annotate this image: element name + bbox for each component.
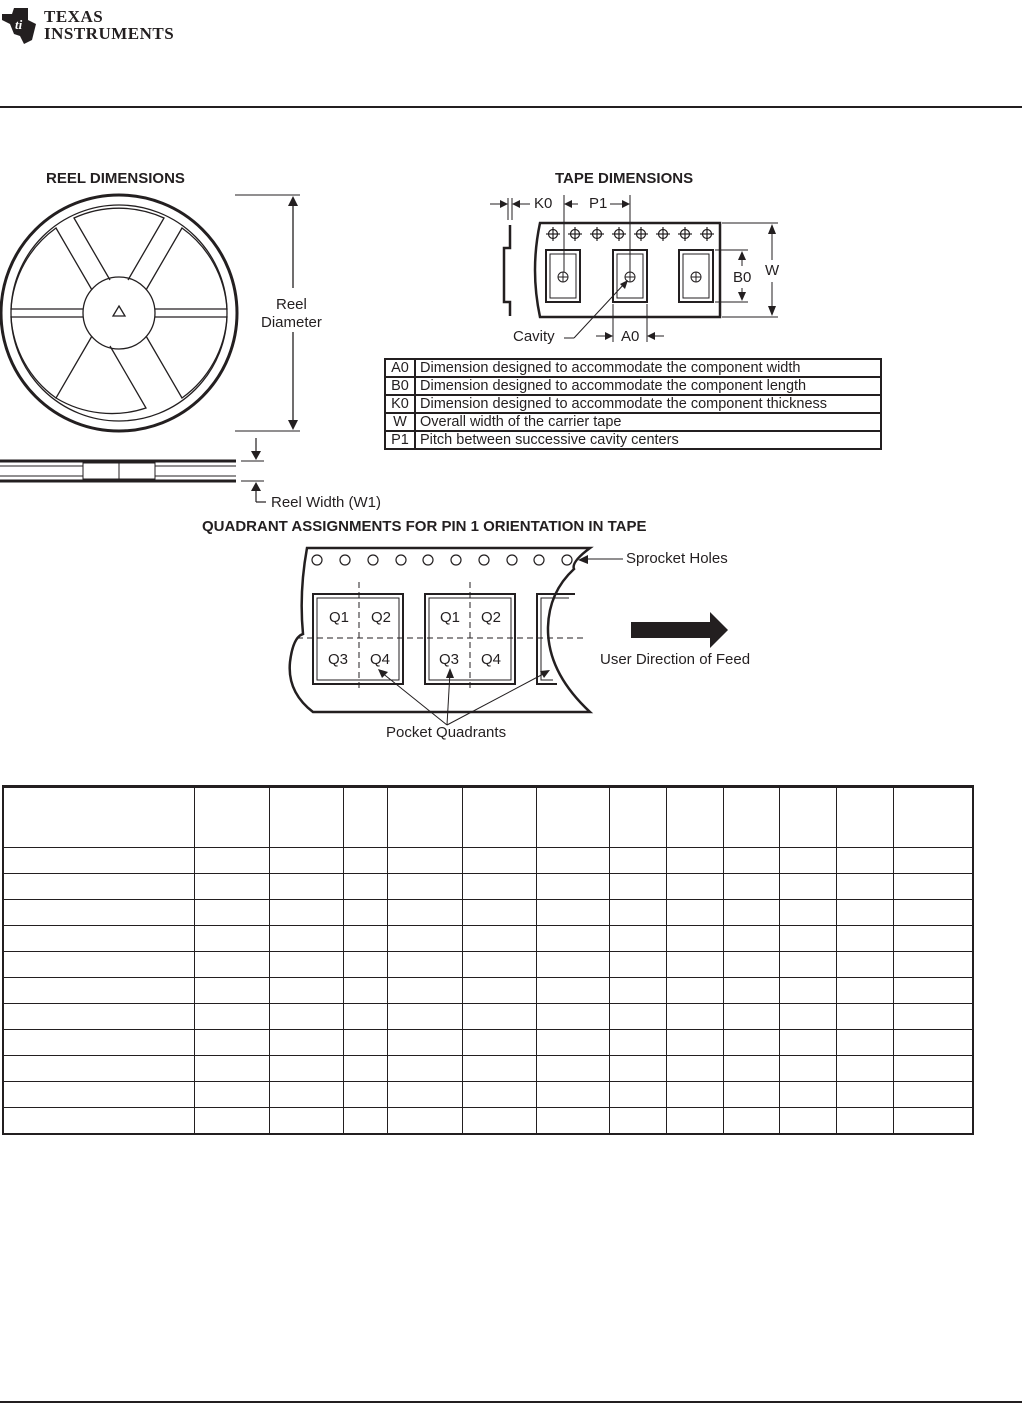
- table-cell: [666, 1108, 723, 1135]
- table-cell: [3, 926, 194, 952]
- table-cell: [269, 952, 343, 978]
- legend-row: [385, 377, 881, 395]
- quadrant-q1-label: Q1: [329, 609, 350, 626]
- table-cell: [343, 926, 387, 952]
- table-cell: [723, 1056, 779, 1082]
- table-cell: [536, 952, 609, 978]
- table-cell: [387, 926, 462, 952]
- table-cell: [269, 1004, 343, 1030]
- table-cell: [3, 1108, 194, 1135]
- table-row: [3, 900, 973, 926]
- table-header-cell: [836, 787, 893, 848]
- table-cell: [779, 1056, 836, 1082]
- quadrant-q3-label: Q3: [328, 651, 349, 668]
- logo-texas: TEXAS: [44, 7, 104, 26]
- table-cell: [779, 1108, 836, 1135]
- quadrant-q4-label: Q4: [481, 651, 502, 668]
- ti-logo: [0, 4, 180, 48]
- table-row: [3, 874, 973, 900]
- table-cell: [779, 1004, 836, 1030]
- table-cell: [609, 926, 666, 952]
- table-cell: [3, 1030, 194, 1056]
- table-cell: [536, 1004, 609, 1030]
- table-cell: [269, 848, 343, 874]
- table-cell: [462, 1108, 536, 1135]
- quadrant-q2-label: Q2: [481, 609, 502, 626]
- table-row: [3, 1108, 973, 1135]
- table-cell: [666, 1030, 723, 1056]
- table-cell: [666, 900, 723, 926]
- table-cell: [343, 978, 387, 1004]
- table-cell: [343, 1082, 387, 1108]
- tape-dimensions-heading: TAPE DIMENSIONS: [555, 170, 694, 187]
- table-header-cell: [462, 787, 536, 848]
- legend-row: [385, 431, 881, 449]
- table-header-cell: [343, 787, 387, 848]
- table-cell: [194, 874, 269, 900]
- table-cell: [666, 978, 723, 1004]
- table-header-cell: [269, 787, 343, 848]
- table-cell: [723, 926, 779, 952]
- table-cell: [536, 1082, 609, 1108]
- table-cell: [893, 874, 973, 900]
- table-row: [3, 978, 973, 1004]
- table-cell: [387, 1056, 462, 1082]
- table-cell: [779, 1082, 836, 1108]
- table-cell: [343, 1056, 387, 1082]
- table-cell: [893, 1108, 973, 1135]
- table-cell: [779, 874, 836, 900]
- table-cell: [536, 874, 609, 900]
- table-cell: [666, 952, 723, 978]
- table-cell: [387, 978, 462, 1004]
- table-cell: [893, 952, 973, 978]
- table-cell: [666, 1004, 723, 1030]
- legend-row: [385, 395, 881, 413]
- table-cell: [462, 952, 536, 978]
- table-cell: [836, 1030, 893, 1056]
- table-cell: [893, 900, 973, 926]
- table-cell: [723, 900, 779, 926]
- svg-text:ti: ti: [15, 17, 23, 32]
- table-cell: [3, 1082, 194, 1108]
- table-row: [3, 1030, 973, 1056]
- legend-code: A0: [385, 359, 415, 377]
- tape-cavity-label: Cavity: [513, 328, 555, 345]
- table-cell: [536, 900, 609, 926]
- table-cell: [723, 952, 779, 978]
- sprocket-holes-label: Sprocket Holes: [626, 550, 728, 567]
- table-header-cell: [194, 787, 269, 848]
- table-cell: [343, 900, 387, 926]
- legend-code: K0: [385, 395, 415, 413]
- table-cell: [462, 848, 536, 874]
- table-cell: [269, 1108, 343, 1135]
- legend-code: W: [385, 413, 415, 431]
- logo-instruments: INSTRUMENTS: [44, 24, 175, 43]
- reel-diagram: [0, 190, 380, 520]
- table-row: [3, 952, 973, 978]
- table-cell: [893, 1082, 973, 1108]
- legend-code: B0: [385, 377, 415, 395]
- table-cell: [836, 952, 893, 978]
- table-cell: [609, 978, 666, 1004]
- tape-a0-label: A0: [621, 328, 640, 345]
- reel-diameter-label-2: Diameter: [261, 314, 322, 331]
- table-cell: [194, 978, 269, 1004]
- tape-k0-label: K0: [534, 195, 553, 212]
- table-cell: [387, 952, 462, 978]
- table-cell: [3, 900, 194, 926]
- table-cell: [836, 874, 893, 900]
- table-cell: [269, 1030, 343, 1056]
- table-cell: [536, 1056, 609, 1082]
- feed-direction-label: User Direction of Feed: [600, 651, 751, 668]
- table-cell: [893, 1030, 973, 1056]
- table-cell: [462, 1030, 536, 1056]
- table-cell: [3, 1004, 194, 1030]
- pocket-quadrants-label: Pocket Quadrants: [386, 724, 507, 741]
- table-cell: [836, 978, 893, 1004]
- table-cell: [387, 1030, 462, 1056]
- table-header-cell: [723, 787, 779, 848]
- table-cell: [462, 1004, 536, 1030]
- table-cell: [387, 900, 462, 926]
- table-cell: [666, 1082, 723, 1108]
- legend-description: Pitch between successive cavity centers: [415, 431, 881, 449]
- table-cell: [536, 848, 609, 874]
- table-cell: [609, 1108, 666, 1135]
- table-header-cell: [779, 787, 836, 848]
- legend-code: P1: [385, 431, 415, 449]
- table-cell: [387, 1082, 462, 1108]
- table-cell: [609, 874, 666, 900]
- table-cell: [723, 848, 779, 874]
- table-cell: [343, 1004, 387, 1030]
- legend-description: Dimension designed to accommodate the component length: [415, 377, 881, 395]
- table-cell: [194, 952, 269, 978]
- table-cell: [723, 1108, 779, 1135]
- table-cell: [3, 848, 194, 874]
- table-cell: [194, 900, 269, 926]
- table-cell: [462, 1082, 536, 1108]
- table-row: [3, 848, 973, 874]
- table-row: [3, 1082, 973, 1108]
- table-header-row: [3, 787, 973, 848]
- table-cell: [343, 1030, 387, 1056]
- table-cell: [609, 848, 666, 874]
- table-cell: [269, 1082, 343, 1108]
- legend-row: [385, 413, 881, 431]
- table-header-cell: [3, 787, 194, 848]
- table-cell: [387, 1004, 462, 1030]
- table-cell: [836, 848, 893, 874]
- table-cell: [269, 900, 343, 926]
- tape-p1-label: P1: [589, 195, 608, 212]
- table-cell: [536, 978, 609, 1004]
- reel-width-label: Reel Width (W1): [271, 494, 382, 511]
- legend-description: Dimension designed to accommodate the component width: [415, 359, 881, 377]
- quadrant-q4-label: Q4: [370, 651, 391, 668]
- table-cell: [269, 978, 343, 1004]
- table-cell: [666, 1056, 723, 1082]
- table-header-cell: [387, 787, 462, 848]
- table-cell: [536, 1030, 609, 1056]
- table-cell: [3, 978, 194, 1004]
- table-cell: [609, 1056, 666, 1082]
- table-cell: [723, 1004, 779, 1030]
- table-cell: [343, 1108, 387, 1135]
- table-cell: [269, 874, 343, 900]
- table-cell: [3, 874, 194, 900]
- table-cell: [194, 926, 269, 952]
- footer-rule: [0, 1401, 1022, 1403]
- table-cell: [609, 900, 666, 926]
- table-cell: [194, 1056, 269, 1082]
- table-cell: [269, 926, 343, 952]
- table-cell: [194, 848, 269, 874]
- table-cell: [893, 926, 973, 952]
- table-header-cell: [536, 787, 609, 848]
- table-cell: [779, 848, 836, 874]
- table-cell: [462, 926, 536, 952]
- table-cell: [462, 874, 536, 900]
- table-header-cell: [609, 787, 666, 848]
- tape-dimensions-legend: [384, 358, 882, 450]
- table-cell: [194, 1082, 269, 1108]
- table-cell: [343, 874, 387, 900]
- table-cell: [3, 952, 194, 978]
- table-row: [3, 926, 973, 952]
- quadrant-heading: QUADRANT ASSIGNMENTS FOR PIN 1 ORIENTATION IN TAPE: [202, 518, 647, 535]
- table-cell: [194, 1108, 269, 1135]
- table-cell: [666, 926, 723, 952]
- header-rule: [0, 106, 1022, 108]
- table-cell: [893, 1056, 973, 1082]
- quadrant-q1-label: Q1: [440, 609, 461, 626]
- table-cell: [723, 1030, 779, 1056]
- table-cell: [387, 874, 462, 900]
- tape-w-label: W: [765, 262, 780, 279]
- table-cell: [666, 874, 723, 900]
- table-cell: [536, 926, 609, 952]
- table-cell: [779, 926, 836, 952]
- legend-description: Dimension designed to accommodate the component thickness: [415, 395, 881, 413]
- table-cell: [3, 1056, 194, 1082]
- table-cell: [779, 1030, 836, 1056]
- table-cell: [462, 900, 536, 926]
- table-cell: [893, 1004, 973, 1030]
- legend-row: [385, 359, 881, 377]
- table-cell: [779, 952, 836, 978]
- table-cell: [836, 1056, 893, 1082]
- table-cell: [893, 848, 973, 874]
- table-cell: [343, 848, 387, 874]
- table-cell: [462, 1056, 536, 1082]
- ti-logo-icon: [0, 4, 42, 46]
- table-cell: [609, 1082, 666, 1108]
- quadrant-q3-label: Q3: [439, 651, 460, 668]
- table-cell: [609, 1004, 666, 1030]
- table-cell: [779, 900, 836, 926]
- table-cell: [779, 978, 836, 1004]
- table-cell: [836, 1108, 893, 1135]
- table-cell: [723, 874, 779, 900]
- table-cell: [836, 1082, 893, 1108]
- table-cell: [836, 900, 893, 926]
- tape-diagram: [480, 190, 800, 350]
- table-cell: [609, 1030, 666, 1056]
- tape-b0-label: B0: [733, 269, 752, 286]
- quadrant-diagram: [285, 542, 745, 742]
- table-cell: [893, 978, 973, 1004]
- table-cell: [194, 1030, 269, 1056]
- table-header-cell: [893, 787, 973, 848]
- reel-dimensions-heading: REEL DIMENSIONS: [46, 170, 185, 187]
- table-cell: [194, 1004, 269, 1030]
- table-cell: [387, 848, 462, 874]
- table-cell: [723, 1082, 779, 1108]
- reel-data-table: [2, 785, 974, 1135]
- table-cell: [609, 952, 666, 978]
- table-row: [3, 1056, 973, 1082]
- legend-description: Overall width of the carrier tape: [415, 413, 881, 431]
- quadrant-q2-label: Q2: [371, 609, 392, 626]
- table-cell: [836, 926, 893, 952]
- table-cell: [723, 978, 779, 1004]
- table-cell: [343, 952, 387, 978]
- table-header-cell: [666, 787, 723, 848]
- table-row: [3, 1004, 973, 1030]
- table-cell: [387, 1108, 462, 1135]
- table-cell: [666, 848, 723, 874]
- table-cell: [269, 1056, 343, 1082]
- table-body: [3, 787, 973, 1135]
- table-cell: [462, 978, 536, 1004]
- table-cell: [536, 1108, 609, 1135]
- table-cell: [836, 1004, 893, 1030]
- reel-diameter-label-1: Reel: [276, 296, 307, 313]
